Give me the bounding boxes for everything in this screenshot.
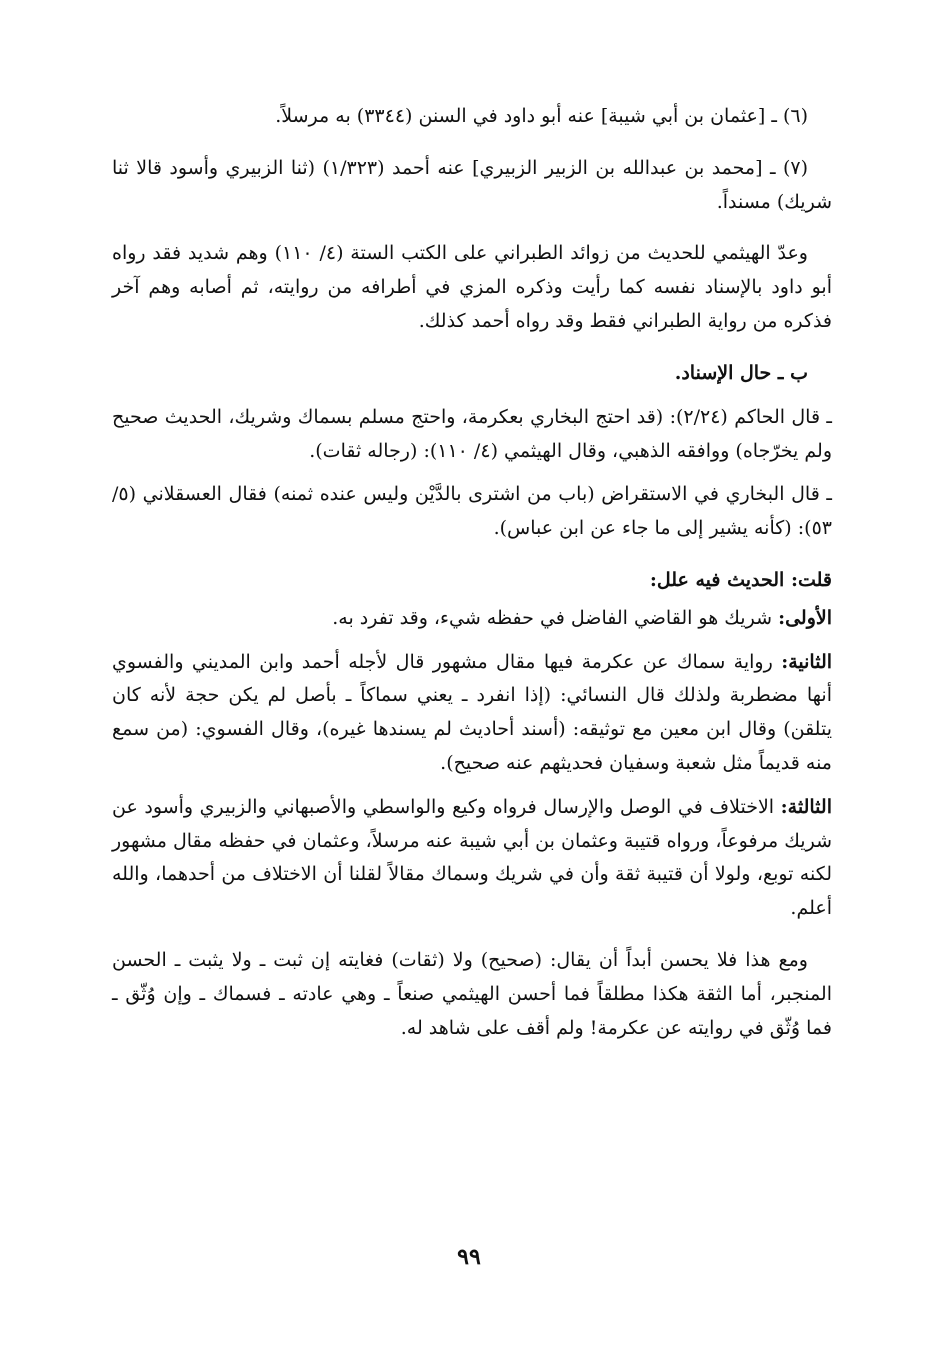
entry-6: (٦) ـ [عثمان بن أبي شيبة] عنه أبو داود في السنن (٣٣٤٤) به مرسلاً.: [275, 105, 808, 127]
illa-third-text: الاختلاف في الوصل والإرسال فرواه وكيع والواسطي والأصبهاني والزبيري وأسود عن شريك مرفوعاً، ورواه قتيبة وعثمان بن أبي شيبة عنه مرسلاً، وعثمان في حفظه مقال مشهور لكنه توبع، ولولا أن قتيبة ثقة وأن في شريك وسماك مقالاً لقلنا أن الاختلاف من أحدهما، والله أعلم.: [112, 795, 832, 920]
haythami-note: وعدّ الهيثمي للحديث من زوائد الطبراني على الكتب الستة (٤/ ١١٠) وهم شديد فقد رواه أبو داود بالإسناد نفسه كما رأيت وذكره المزي في أطرافه من روايته، ثم أصابه وهم آخر فذكره من رواية الطبراني فقط وقد رواه أحمد كذلك.: [112, 242, 832, 333]
page-body: [112, 100, 832, 1046]
illa-third-label: الثالثة:: [780, 795, 832, 818]
illa-second-label: الثانية:: [781, 650, 833, 673]
entry-7: (٧) ـ [محمد بن عبدالله بن الزبير الزبيري] عنه أحمد (١/٣٢٣) (ثنا الزبيري وأسود قالا ثنا شريك) مسنداً.: [112, 156, 832, 213]
illa-first: [112, 602, 832, 636]
illa-first-label: الأولى:: [778, 606, 832, 629]
illal-intro: قلت: الحديث فيه علل:: [649, 568, 832, 591]
bukhari-quote: ـ قال البخاري في الاستقراض (باب من اشترى بالدَّيْن وليس عنده ثمنه) فقال العسقلاني (٥/ ٥٣): (كأنه يشير إلى ما جاء عن ابن عباس).: [112, 483, 832, 540]
illa-second-text: رواية سماك عن عكرمة فيها مقال مشهور قال لأجله أحمد وابن المديني والفسوي أنها مضطربة ولذلك قال النسائي: (إذا انفرد ـ يعني سماكاً ـ بأصل لم يكن حجة لأنه كان يتلقن) وقال ابن معين مع توثيقه: (أسند أحاديث لم يسندها غيره)، وقال الفسوي: (من سمع منه قديماً مثل شعبة وسفيان فحديثهم عنه صحيح).: [112, 650, 832, 774]
page-number: ٩٩: [457, 1244, 481, 1270]
hakim-quote: ـ قال الحاكم (٢/٢٤): (قد احتج البخاري بعكرمة، واحتج مسلم بسماك وشريك، الحديث صحيح ولم يخرّجاه) ووافقه الذهبي، وقال الهيثمي (٤/ ١١٠): (رجاله ثقات).: [112, 405, 832, 462]
illa-third: [112, 791, 832, 926]
isnad-heading: ب ـ حال الإسناد.: [674, 361, 808, 384]
illa-second: [112, 646, 832, 781]
conclusion-paragraph: ومع هذا فلا يحسن أبداً أن يقال: (صحيح) ولا (ثقات) فغايته إن ثبت ـ ولا يثبت ـ الحسن المنجبر، أما الثقة هكذا مطلقاً فما أحسن الهيثمي صنعاً ـ وهي عادته ـ فسماك ـ وإن وُثّق ـ فما وُثّق في روايته عن عكرمة! ولم أقف على شاهد له.: [112, 949, 832, 1039]
illa-first-text: شريك هو القاضي الفاضل في حفظه شيء، وقد تفرد به.: [332, 606, 773, 629]
